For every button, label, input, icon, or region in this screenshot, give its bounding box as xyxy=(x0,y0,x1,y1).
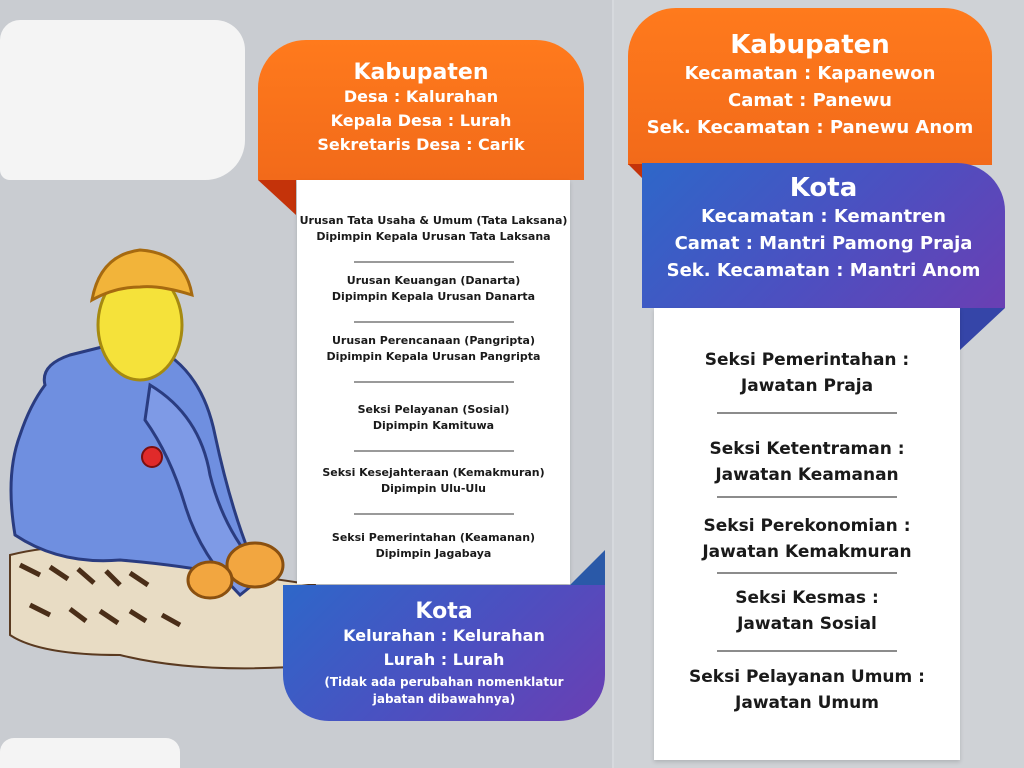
erased-text-area xyxy=(0,20,245,180)
list-item-subtitle: Jawatan Praja xyxy=(740,376,874,396)
panel-divider xyxy=(612,0,614,768)
list-item xyxy=(297,530,570,562)
left-kabupaten-card xyxy=(258,40,584,180)
list-item-subtitle: Dipimpin Jagabaya xyxy=(375,547,492,560)
list-item-subtitle: Dipimpin Kepala Urusan Danarta xyxy=(331,290,536,303)
list-item xyxy=(654,585,960,637)
list-item-subtitle: Dipimpin Ulu-Ulu xyxy=(381,482,486,495)
left-kota-line-1: Kelurahan : Kelurahan xyxy=(343,626,545,645)
right-kabupaten-line-1: Kecamatan : Kapanewon xyxy=(684,63,936,84)
left-kota-note xyxy=(283,674,605,708)
left-kabupaten-line-3: Sekretaris Desa : Carik xyxy=(317,135,525,154)
note-line-1: (Tidak ada perubahan nomenklatur xyxy=(324,675,564,689)
list-item-title: Urusan Perencanaan (Pangripta) xyxy=(331,334,536,347)
right-kabupaten-card xyxy=(628,8,992,165)
right-kota-card xyxy=(642,163,1005,308)
list-item xyxy=(654,347,960,399)
list-item-subtitle: Dipimpin Kepala Urusan Tata Laksana xyxy=(316,230,551,243)
person-illustration xyxy=(0,235,330,685)
list-item-title: Seksi Pemerintahan : xyxy=(704,350,910,370)
divider xyxy=(717,650,897,652)
right-kabupaten-line-3: Sek. Kecamatan : Panewu Anom xyxy=(646,117,974,138)
left-kabupaten-line-1: Desa : Kalurahan xyxy=(343,87,499,106)
right-role-list xyxy=(654,308,960,760)
right-blue-fold xyxy=(960,308,1005,350)
list-item xyxy=(297,273,570,305)
list-item xyxy=(654,664,960,716)
left-kota-card xyxy=(283,585,605,721)
divider xyxy=(354,261,514,263)
divider xyxy=(717,412,897,414)
divider xyxy=(354,450,514,452)
list-item-title: Seksi Pelayanan (Sosial) xyxy=(357,403,510,416)
divider xyxy=(354,381,514,383)
list-item xyxy=(654,436,960,488)
right-kota-line-1: Kecamatan : Kemantren xyxy=(701,206,946,227)
divider xyxy=(717,572,897,574)
list-item-title: Seksi Pelayanan Umum : xyxy=(689,667,925,687)
left-header-fold xyxy=(258,180,296,215)
list-item xyxy=(654,513,960,565)
list-item-title: Seksi Kesmas : xyxy=(735,588,879,608)
list-item-title: Urusan Tata Usaha & Umum (Tata Laksana) xyxy=(299,214,568,227)
right-kabupaten-line-2: Camat : Panewu xyxy=(728,90,892,111)
right-kabupaten-title: Kabupaten xyxy=(730,30,890,60)
left-kabupaten-title: Kabupaten xyxy=(353,60,489,85)
left-role-list xyxy=(297,180,570,584)
left-kota-line-2: Lurah : Lurah xyxy=(383,650,505,669)
list-item-title: Seksi Kesejahteraan (Kemakmuran) xyxy=(322,466,545,479)
left-kabupaten-line-2: Kepala Desa : Lurah xyxy=(330,111,512,130)
list-item-subtitle: Jawatan Keamanan xyxy=(715,465,899,485)
note-line-2: jabatan dibawahnya) xyxy=(372,692,516,706)
list-item xyxy=(297,333,570,365)
list-item xyxy=(297,402,570,434)
erased-text-area-bottom xyxy=(0,738,180,768)
divider xyxy=(717,496,897,498)
list-item-title: Seksi Ketentraman : xyxy=(709,439,905,459)
left-footer-fold xyxy=(570,550,605,585)
divider xyxy=(354,321,514,323)
right-kota-line-3: Sek. Kecamatan : Mantri Anom xyxy=(666,260,981,281)
list-item-subtitle: Jawatan Kemakmuran xyxy=(702,542,912,562)
list-item xyxy=(297,465,570,497)
list-item xyxy=(297,213,570,245)
list-item-title: Seksi Perekonomian : xyxy=(703,516,911,536)
list-item-subtitle: Jawatan Umum xyxy=(735,693,879,713)
divider xyxy=(354,513,514,515)
left-kota-title: Kota xyxy=(415,599,473,624)
right-kota-title: Kota xyxy=(789,173,858,203)
right-kota-line-2: Camat : Mantri Pamong Praja xyxy=(674,233,973,254)
list-item-title: Seksi Pemerintahan (Keamanan) xyxy=(331,531,536,544)
list-item-subtitle: Dipimpin Kepala Urusan Pangripta xyxy=(326,350,541,363)
list-item-title: Urusan Keuangan (Danarta) xyxy=(346,274,521,287)
list-item-subtitle: Jawatan Sosial xyxy=(737,614,877,634)
list-item-subtitle: Dipimpin Kamituwa xyxy=(372,419,495,432)
